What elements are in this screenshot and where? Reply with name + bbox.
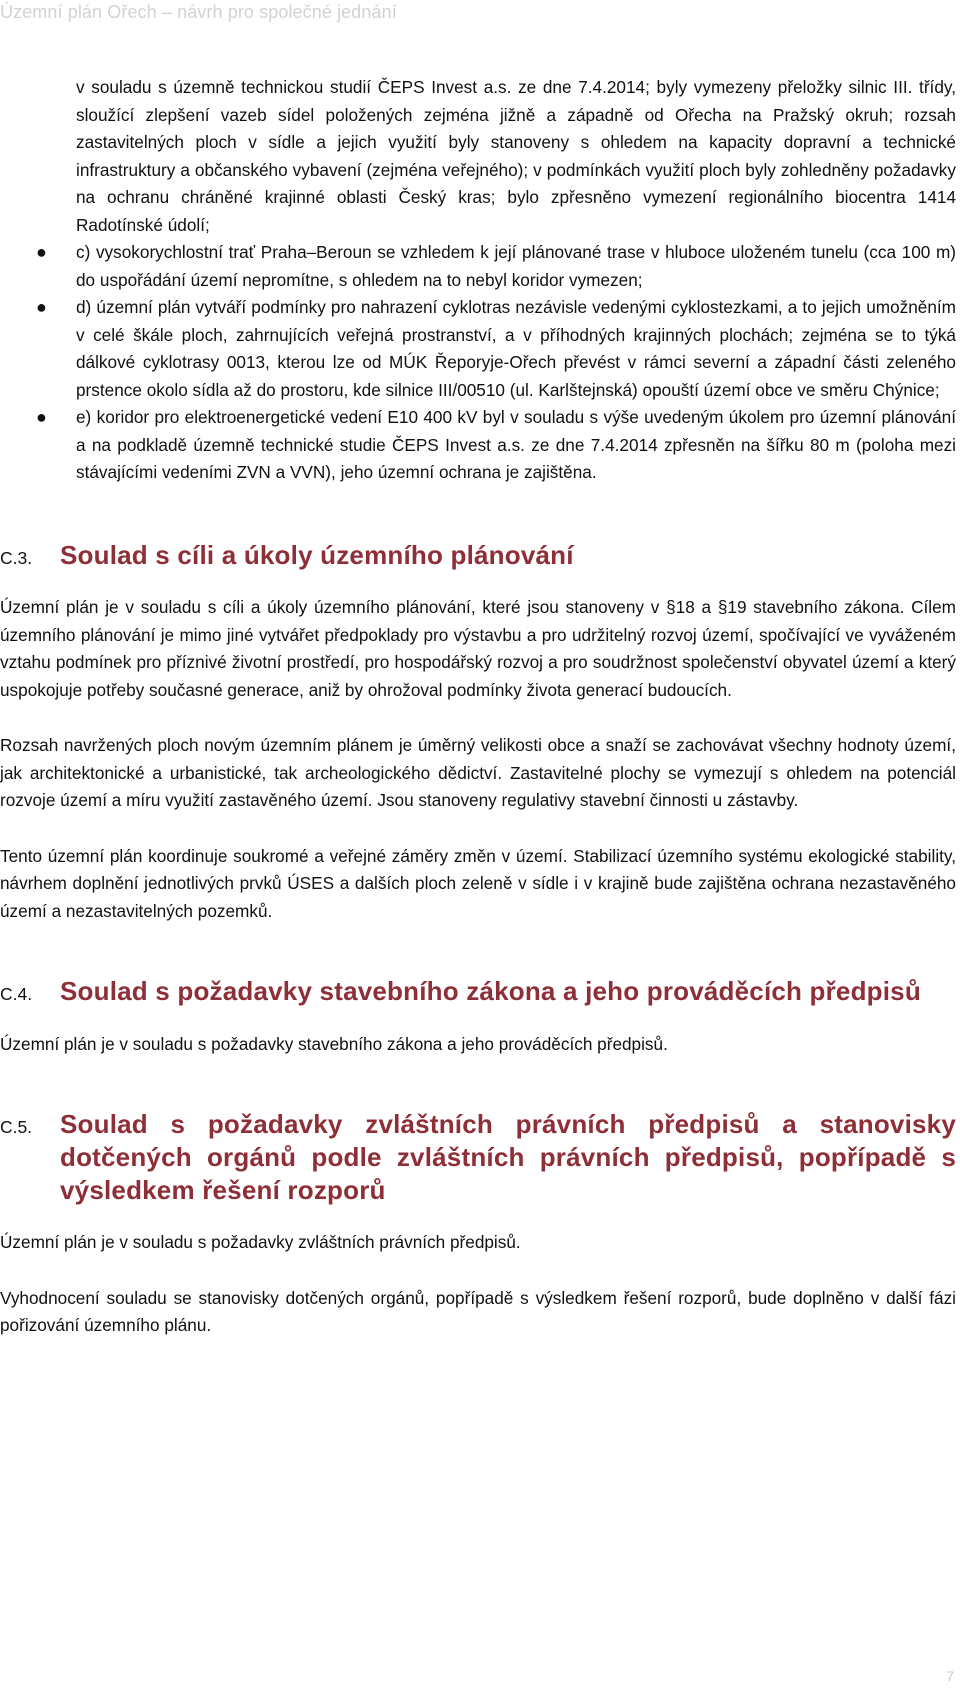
paragraph: Územní plán je v souladu s cíli a úkoly územního plánování, které jsou stanoveny v §18 a §19 stavebního zákona. Cílem územního plánování je mimo jiné vytvářet předpoklady pro výstavbu a pro udržitelný rozvoj území, spočívající ve vyváženém vztahu podmínek pro příznivé životní prostředí, pro hospodářský rozvoj a pro soudržnost společenství obyvatel území a který uspokojuje potřeby současné generace, aniž by ohrožoval podmínky života generací budoucích. xyxy=(0,597,956,700)
section-title: Soulad s cíli a úkoly územního plánování xyxy=(60,539,574,570)
section-number: C.4. xyxy=(0,984,33,1004)
paragraph: Rozsah navržených ploch novým územním plánem je úměrný velikosti obce a snaží se zachovávat všechny hodnoty území, jak architektonické a urbanistické, tak archeologického dědictví. Zastavitelné plochy se vymezují s ohledem na potenciál rozvoje území a míru využití zastavěného území. Jsou stanoveny regulativy stavební činnosti u zástavby. xyxy=(0,735,956,810)
paragraph: Tento územní plán koordinuje soukromé a veřejné záměry změn v území. Stabilizací územního systému ekologické stability, návrhem doplnění jednotlivých prvků ÚSES a dalších ploch zeleně v sídle i v krajině bude zajištěna ochrana nezastavěného území a nezastavitelných pozemků. xyxy=(0,845,956,921)
paragraph: Vyhodnocení souladu se stanovisky dotčených orgánů, popřípadě s výsledkem řešení rozporů, bude doplněno v další fázi pořizování územního plánu. xyxy=(0,1287,956,1335)
section-title: Soulad s požadavky stavebního zákona a jeho prováděcích předpisů xyxy=(60,976,921,1006)
list-item xyxy=(0,294,956,404)
page-number: 7 xyxy=(946,1668,954,1684)
bullet-icon: ● xyxy=(36,242,47,262)
paragraph: Územní plán je v souladu s požadavky stavebního zákona a jeho prováděcích předpisů. xyxy=(0,1033,668,1054)
continued-paragraph: v souladu s územně technickou studií ČEPS Invest a.s. ze dne 7.4.2014; byly vymezeny přeložky silnic III. třídy, sloužící zlepšení vazeb sídel položených zejména jižně a západně od Ořecha na Pražský okruh; rozsah zastavitelných ploch v sídle a jejich využití byly stanoveny s ohledem na kapacity dopravní a technické infrastruktury a občanského vybavení (zejména veřejného); v podmínkách využití ploch byly zohledněny požadavky na ochranu chráněné krajinné oblasti Český kras; bylo zpřesněno vymezení regionálního biocentra 1414 Radotínské údolí; xyxy=(76,77,956,235)
bullet-list xyxy=(0,239,956,487)
section-heading-c5 xyxy=(0,1108,956,1207)
bullet-icon: ● xyxy=(36,407,47,427)
section-title: Soulad s požadavky zvláštních právních předpisů a stanovisky dotčených orgánů podle zvláštních právních předpisů, popřípadě s výsledkem řešení rozporů xyxy=(60,1109,956,1205)
list-item xyxy=(0,239,956,294)
bullet-icon: ● xyxy=(36,297,47,317)
section-number: C.3. xyxy=(0,547,33,568)
running-header: Územní plán Ořech – návrh pro společné jednání xyxy=(0,2,397,22)
section-heading-c3 xyxy=(0,539,956,573)
list-item-text: d) územní plán vytváří podmínky pro nahrazení cyklotras nezávisle vedenými cyklostezkami, a to jejich umožněním v celé škále ploch, zahrnujících veřejná prostranství, a v příhodných krajinných plochách; zejména se to týká dálkové cyklotrasy 0013, kterou lze od MÚK Řeporyje-Ořech převést v rámci severní a západní části zeleného prstence okolo sídla až do prostoru, kde silnice III/00510 (ul. Karlštejnská) opouští území obce ve směru Chýnice; xyxy=(76,297,956,400)
section-heading-c4 xyxy=(0,975,956,1009)
section-number: C.5. xyxy=(0,1117,33,1137)
list-item xyxy=(0,404,956,487)
document-body xyxy=(0,74,956,1340)
list-item-text: e) koridor pro elektroenergetické vedení E10 400 kV byl v souladu s výše uvedeným úkolem pro územní plánování a na podkladě územně technické studie ČEPS Invest a.s. ze dne 7.4.2014 zpřesněn na šířku 80 m (poloha mezi stávajícími vedeními ZVN a VVN), jeho územní ochrana je zajištěna. xyxy=(76,407,956,482)
paragraph: Územní plán je v souladu s požadavky zvláštních právních předpisů. xyxy=(0,1232,521,1252)
list-item-text: c) vysokorychlostní trať Praha–Beroun se vzhledem k její plánované trase v hluboce uloženém tunelu (cca 100 m) do uspořádání území nepromítne, s ohledem na to nebyl koridor vymezen; xyxy=(76,242,956,290)
